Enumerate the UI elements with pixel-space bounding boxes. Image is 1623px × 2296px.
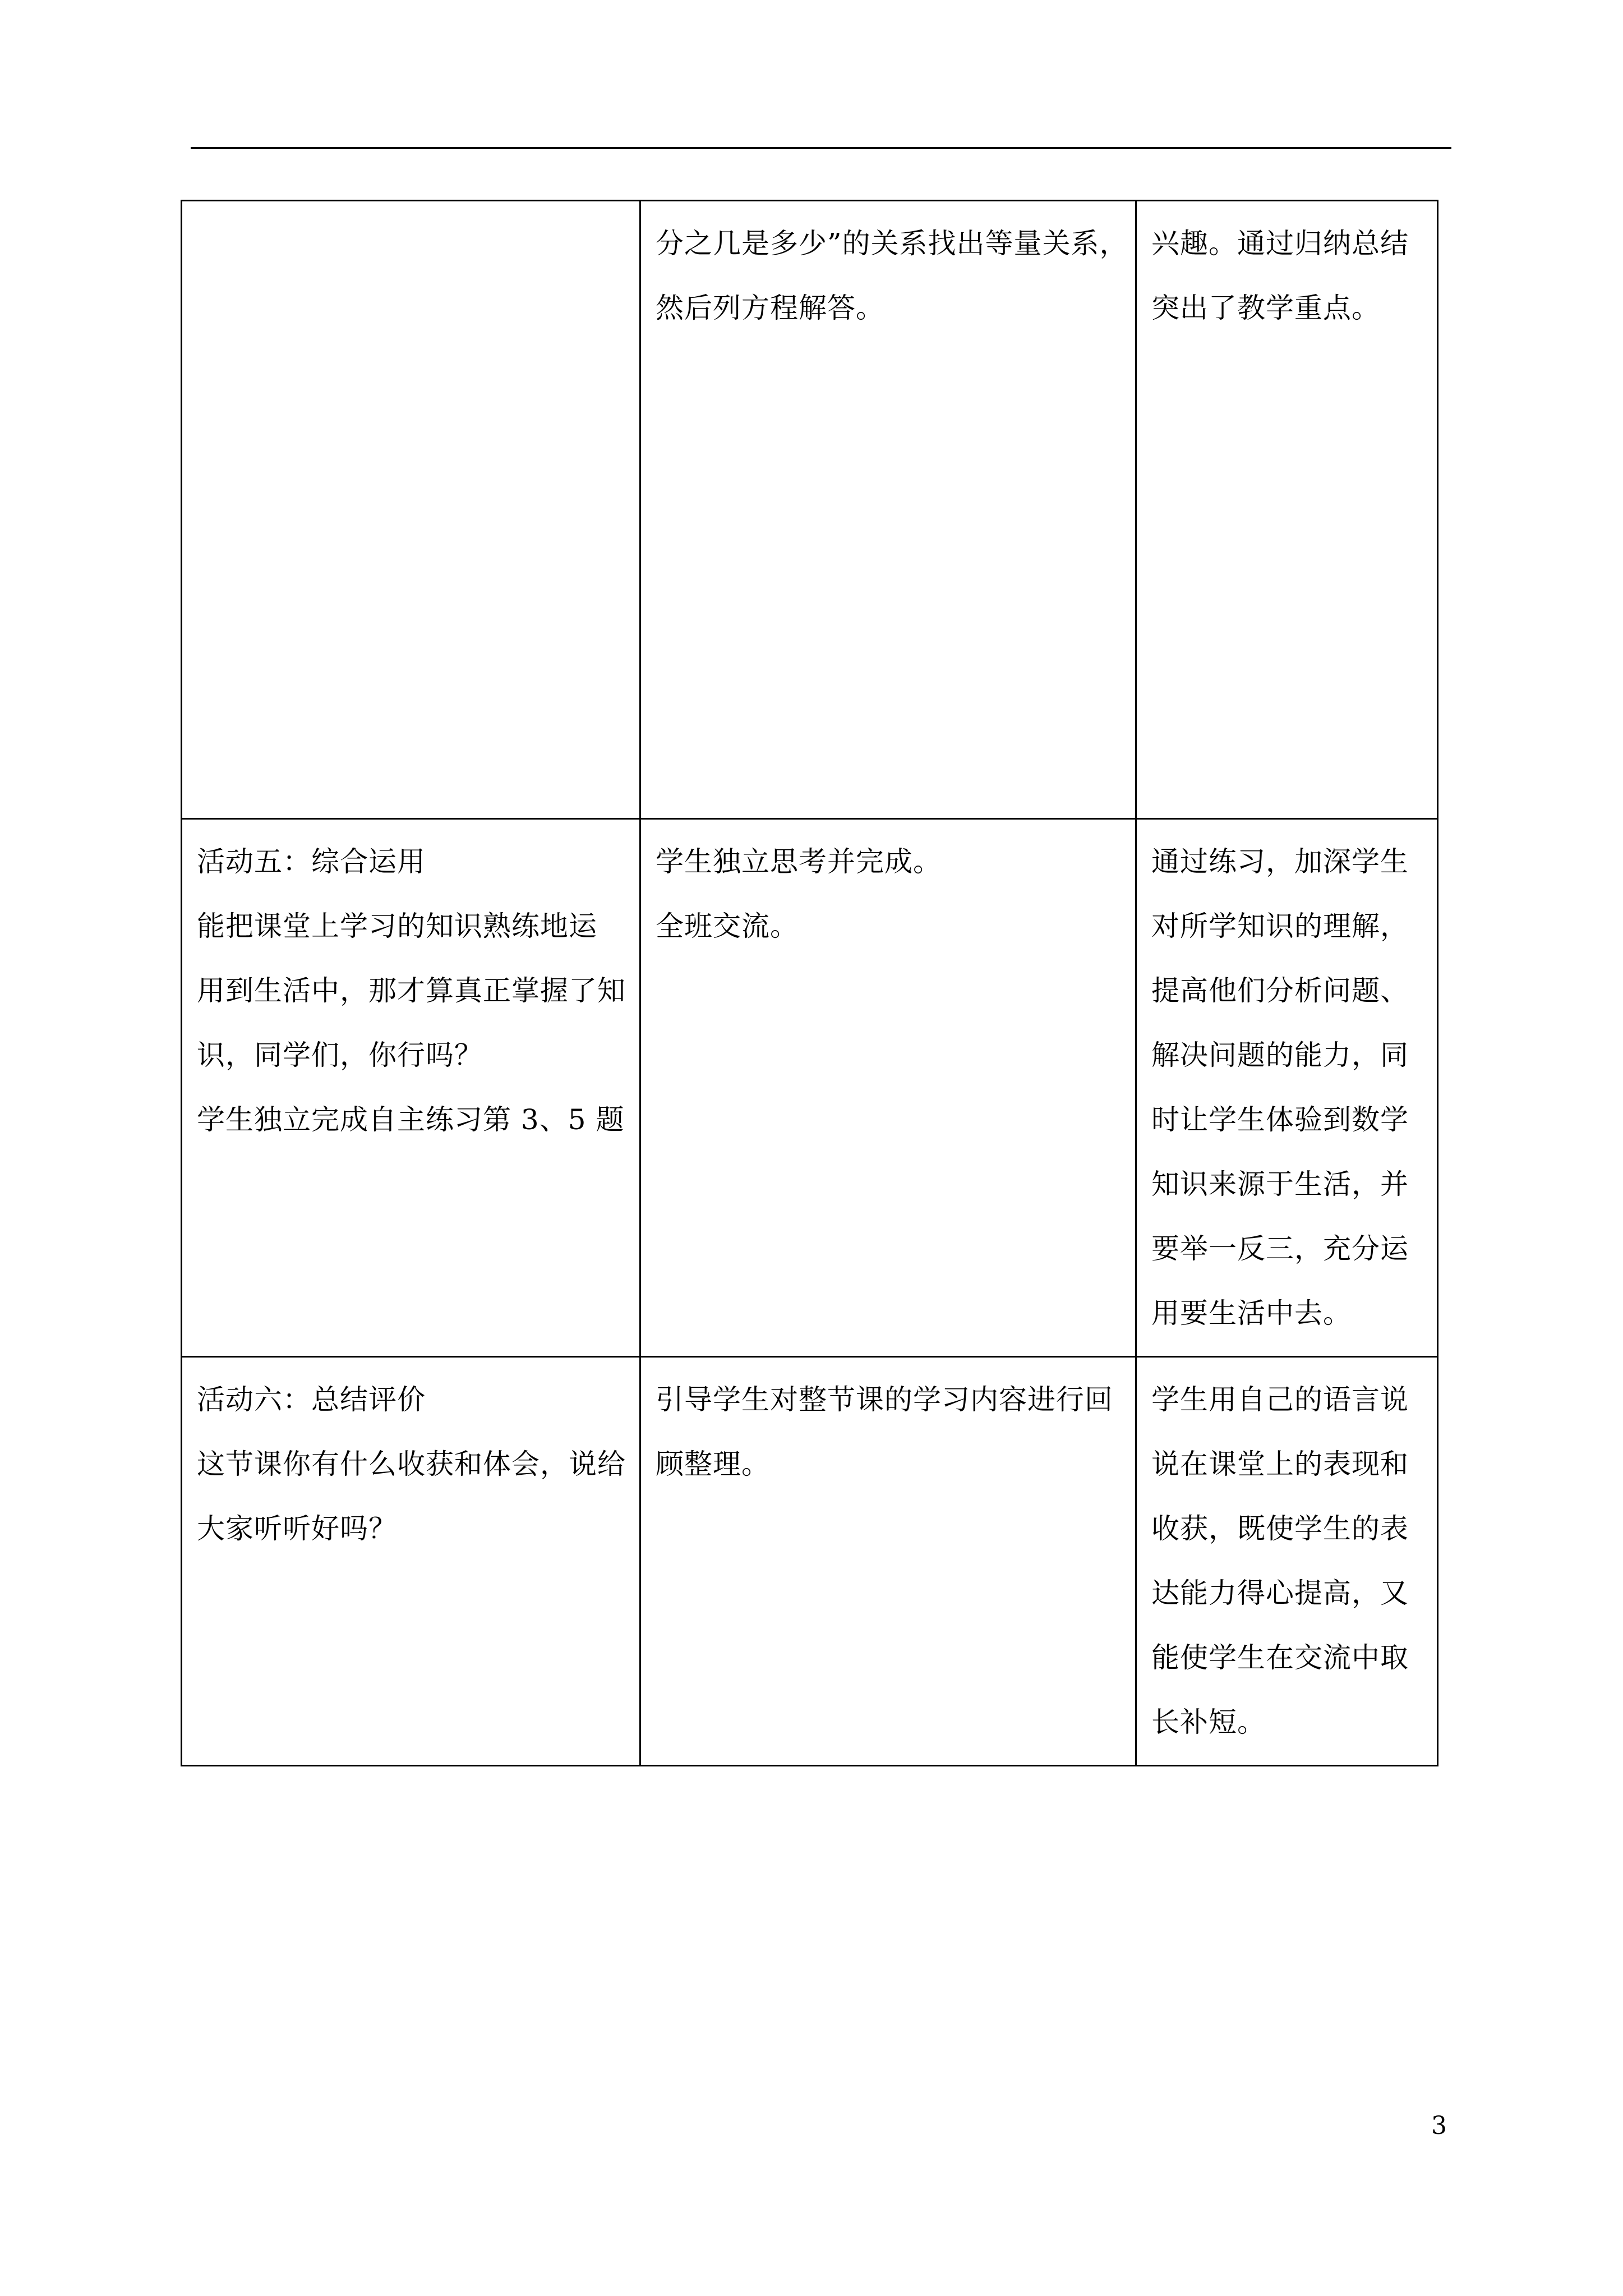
cell-line: 大家听听好吗？: [197, 1512, 397, 1545]
cell-line: 对所学知识的理解，: [1151, 910, 1409, 942]
cell-line: 学生用自己的语言说: [1151, 1383, 1409, 1416]
cell-line: 然后列方程解答。: [656, 292, 884, 324]
activity-cell: [182, 201, 640, 819]
cell-line: 能把课堂上学习的知识熟练地运: [197, 910, 597, 942]
table-row: [182, 819, 1438, 1357]
table-row: [182, 201, 1438, 819]
cell-line: 通过练习，加深学生: [1151, 845, 1409, 878]
cell-line: 引导学生对整节课的学习内容进行回: [656, 1383, 1113, 1416]
cell-line: 识，同学们，你行吗？: [197, 1039, 483, 1071]
table-row: [182, 1357, 1438, 1766]
cell-line: 用要生活中去。: [1151, 1297, 1352, 1329]
cell-line: 顾整理。: [656, 1448, 770, 1480]
cell-line: 这节课你有什么收获和体会，说给: [197, 1448, 626, 1480]
cell-line: 提高他们分析问题、: [1151, 974, 1409, 1007]
cell-line: 兴趣。通过归纳总结: [1151, 227, 1409, 260]
cell-line: 知识来源于生活，并: [1151, 1168, 1409, 1200]
cell-line: 用到生活中，那才算真正掌握了知: [197, 974, 626, 1007]
cell-line: 学生独立完成自主练习第 3、5 题: [197, 1103, 625, 1136]
cell-line: 达能力得心提高，又: [1151, 1577, 1409, 1609]
cell-line: 突出了教学重点。: [1151, 292, 1380, 324]
activity-title: 活动六：总结评价: [197, 1383, 426, 1416]
page-number: 3: [1431, 2111, 1447, 2140]
cell-line: 能使学生在交流中取: [1151, 1641, 1409, 1674]
cell-line: 说在课堂上的表现和: [1151, 1448, 1409, 1480]
lesson-plan-table: [181, 200, 1438, 1766]
design-intent-cell: [1136, 201, 1438, 819]
cell-line: 全班交流。: [656, 910, 799, 942]
student-activity-cell: [640, 201, 1136, 819]
cell-line: 长补短。: [1151, 1706, 1266, 1738]
activity-title: 活动五：综合运用: [197, 845, 426, 878]
student-activity-cell: [640, 819, 1136, 1357]
cell-line: 收获，既使学生的表: [1151, 1512, 1409, 1545]
activity-cell: [182, 1357, 640, 1766]
cell-line: 分之几是多少”的关系找出等量关系，: [656, 227, 1128, 260]
cell-line: 要举一反三，充分运: [1151, 1232, 1409, 1265]
design-intent-cell: [1136, 1357, 1438, 1766]
student-activity-cell: [640, 1357, 1136, 1766]
cell-line: 学生独立思考并完成。: [656, 845, 942, 878]
activity-cell: [182, 819, 640, 1357]
design-intent-cell: [1136, 819, 1438, 1357]
header-rule: [191, 147, 1451, 149]
cell-line: 解决问题的能力，同: [1151, 1039, 1409, 1071]
cell-line: 时让学生体验到数学: [1151, 1103, 1409, 1136]
